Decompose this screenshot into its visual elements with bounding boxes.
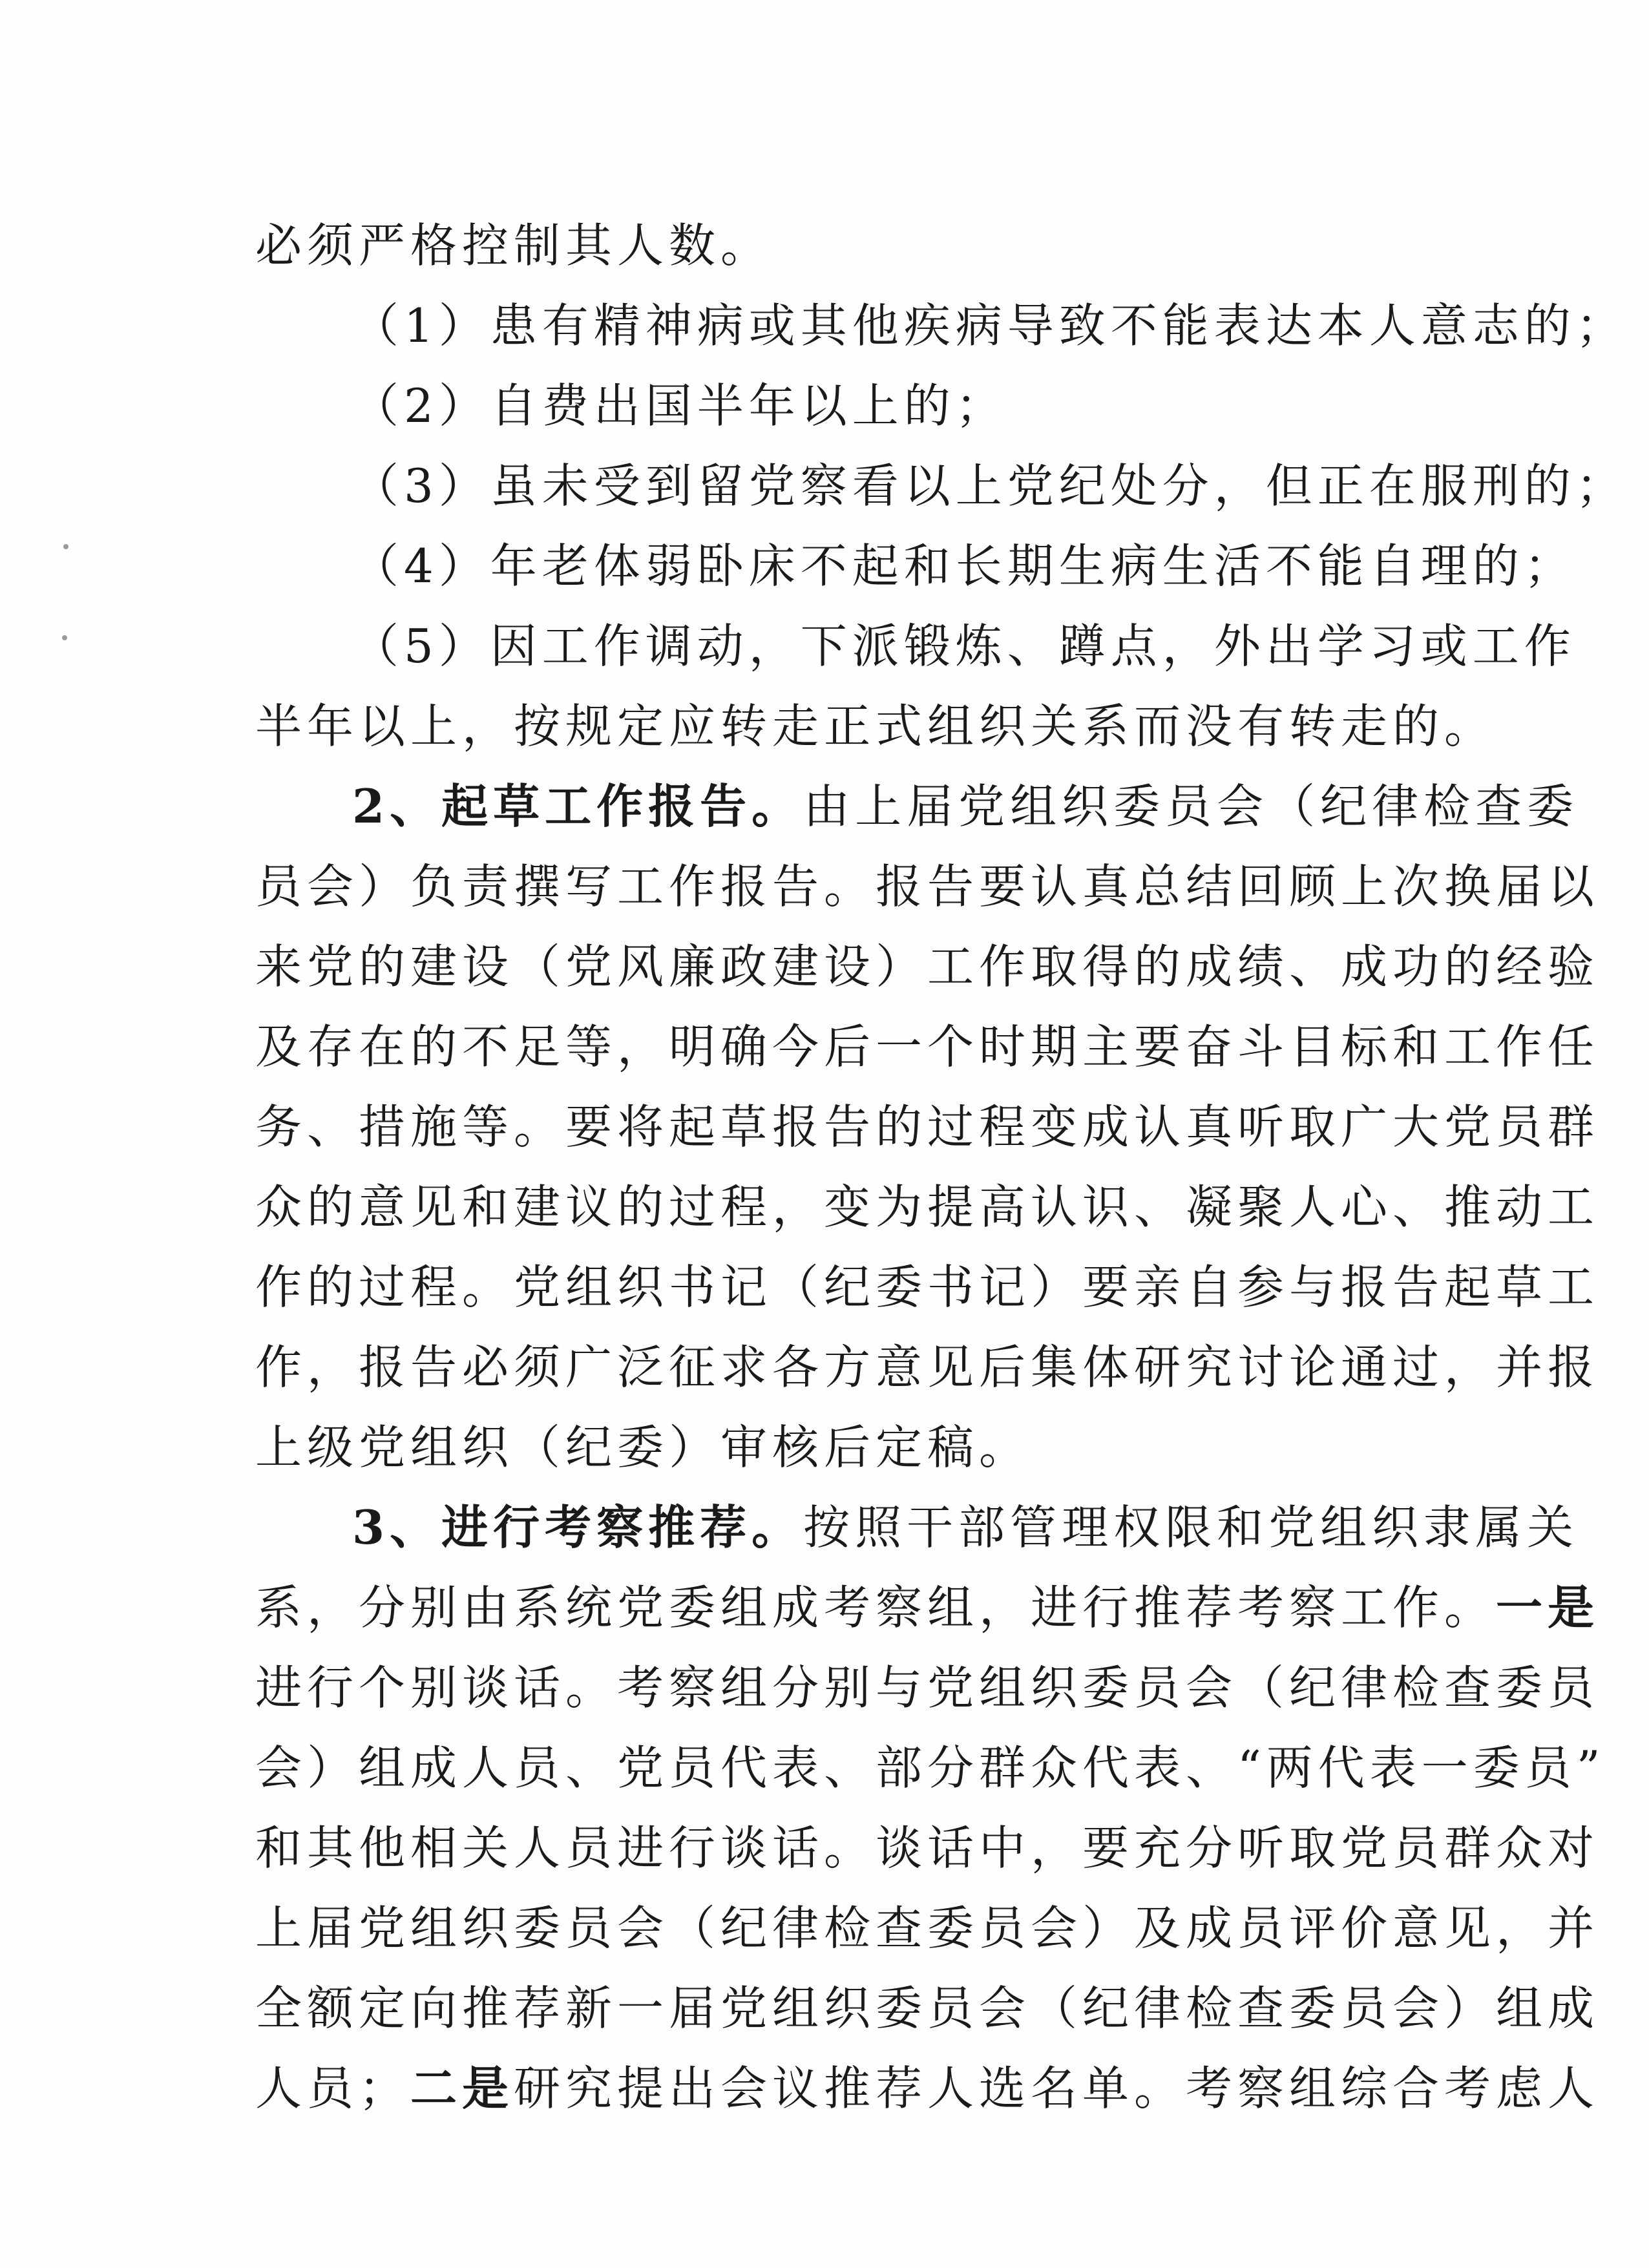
list-item: （2）自费出国半年以上的；: [352, 379, 1007, 433]
list-item: （1）患有精神病或其他疾病导致不能表达本人意志的；: [352, 299, 1628, 353]
text-span: 研究提出会议推荐人选名单。考察组综合考虑人: [514, 2061, 1600, 2116]
text-line: 作，报告必须广泛征求各方意见后集体研究讨论通过，并报: [255, 1340, 1600, 1394]
list-item: （5）因工作调动，下派锻炼、蹲点，外出学习或工作: [352, 619, 1576, 673]
text-line: [255, 1568, 1600, 1648]
text-line: 和其他相关人员进行谈话。谈话中，要充分听取党员群众对: [255, 1821, 1600, 1875]
text-span: 由上届党组织委员会（纪律检查委: [803, 779, 1579, 834]
section-2-first-line: [255, 766, 1579, 846]
text-line: 必须严格控制其人数。: [255, 218, 773, 273]
section-heading: 2、起草工作报告。: [352, 779, 804, 834]
text-line: 作的过程。党组织书记（纪委书记）要亲自参与报告起草工: [255, 1260, 1600, 1314]
section-3-first-line: [255, 1487, 1579, 1568]
emphasis-text: 一是: [1496, 1580, 1600, 1635]
text-line: 众的意见和建议的过程，变为提高认识、凝聚人心、推动工: [255, 1180, 1600, 1234]
text-line: 务、措施等。要将起草报告的过程变成认真听取广大党员群: [255, 1100, 1600, 1154]
text-line: 员会）负责撰写工作报告。报告要认真总结回顾上次换届以: [255, 859, 1600, 914]
list-item: （3）虽未受到留党察看以上党纪处分，但正在服刑的；: [352, 459, 1628, 513]
text-line: 进行个别谈话。考察组分别与党组织委员会（纪律检查委员: [255, 1661, 1600, 1715]
text-line: 半年以上，按规定应转走正式组织关系而没有转走的。: [255, 699, 1497, 753]
text-line: 会）组成人员、党员代表、部分群众代表、“两代表一委员”: [255, 1741, 1606, 1795]
text-span: 按照干部管理权限和党组织隶属关: [803, 1500, 1579, 1555]
text-line: 全额定向推荐新一届党组织委员会（纪律检查委员会）组成: [255, 1981, 1600, 2035]
text-line: 及存在的不足等，明确今后一个时期主要奋斗目标和工作任: [255, 1020, 1600, 1074]
text-span: 系，分别由系统党委组成考察组，进行推荐考察工作。: [255, 1580, 1497, 1635]
text-span: 人员；: [255, 2061, 411, 2116]
list-item: （4）年老体弱卧床不起和长期生病生活不能自理的；: [352, 539, 1576, 593]
scan-speck: [63, 544, 68, 549]
section-heading: 3、进行考察推荐。: [352, 1500, 804, 1555]
emphasis-text: 二是: [410, 2061, 514, 2116]
document-body: [255, 205, 1628, 2128]
text-line: [255, 2048, 1600, 2128]
text-line: 上届党组织委员会（纪律检查委员会）及成员评价意见，并: [255, 1901, 1600, 1955]
scan-speck: [62, 635, 67, 640]
text-line: 上级党组织（纪委）审核后定稿。: [255, 1420, 1031, 1475]
text-line: 来党的建设（党风廉政建设）工作取得的成绩、成功的经验: [255, 940, 1600, 994]
